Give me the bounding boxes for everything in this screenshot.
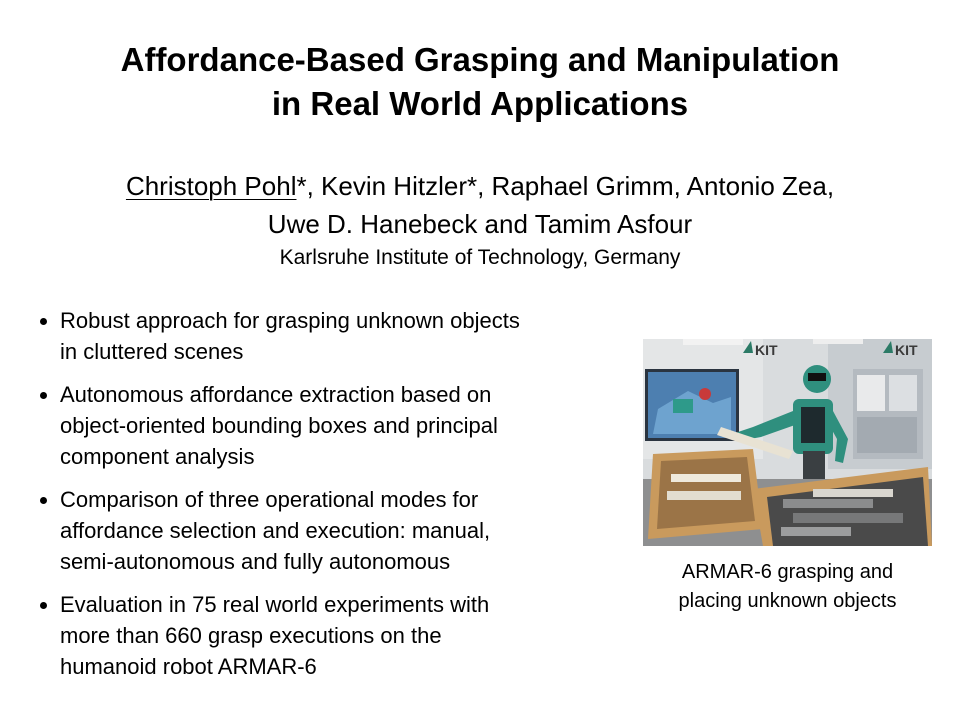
bullet-item xyxy=(36,305,636,367)
caption-line-2: placing unknown objects xyxy=(678,590,897,612)
bullet-dot-icon xyxy=(40,602,47,609)
title-line-2: in Real World Applications xyxy=(271,85,689,122)
bullet-line: Comparison of three operational modes for xyxy=(60,487,479,512)
bullet-line: affordance selection and execution: manual, xyxy=(60,518,491,543)
bullet-dot-icon xyxy=(40,497,47,504)
bullet-line: object-oriented bounding boxes and principal xyxy=(60,413,498,438)
caption-line-1: ARMAR-6 grasping and xyxy=(681,561,894,583)
svg-text:KIT: KIT xyxy=(895,342,918,358)
bullet-line: in cluttered scenes xyxy=(60,339,244,364)
bullet-dot-icon xyxy=(40,318,47,325)
bullet-item xyxy=(36,379,636,472)
bullet-item xyxy=(36,484,636,577)
bullet-line: component analysis xyxy=(60,444,255,469)
bullet-line: Robust approach for grasping unknown objects xyxy=(60,308,520,333)
bullet-dot-icon xyxy=(40,392,47,399)
author-list xyxy=(0,167,960,243)
authors-line-1 xyxy=(0,167,960,205)
bullet-line: semi-autonomous and fully autonomous xyxy=(60,549,451,574)
bullet-list xyxy=(36,305,636,694)
affiliation: Karlsruhe Institute of Technology, Germany xyxy=(279,246,681,269)
robot-photo xyxy=(643,339,932,546)
title-line-1: Affordance-Based Grasping and Manipulation xyxy=(120,41,840,78)
bullet-line: humanoid robot ARMAR-6 xyxy=(60,654,317,679)
authors-line-2: Uwe D. Hanebeck and Tamim Asfour xyxy=(267,209,693,239)
svg-text:KIT: KIT xyxy=(755,342,778,358)
bullet-line: Autonomous affordance extraction based on xyxy=(60,382,492,407)
bullet-line: more than 660 grasp executions on the xyxy=(60,623,442,648)
robot-photo-illustration xyxy=(643,339,932,546)
bullet-item xyxy=(36,589,636,682)
photo-caption xyxy=(630,558,945,616)
authors-line-1-rest: *, Kevin Hitzler*, Raphael Grimm, Antonio Zea, xyxy=(296,171,835,201)
bullet-line: Evaluation in 75 real world experiments with xyxy=(60,592,490,617)
presenter-name: Christoph Pohl xyxy=(125,171,297,201)
slide-title xyxy=(0,38,960,126)
